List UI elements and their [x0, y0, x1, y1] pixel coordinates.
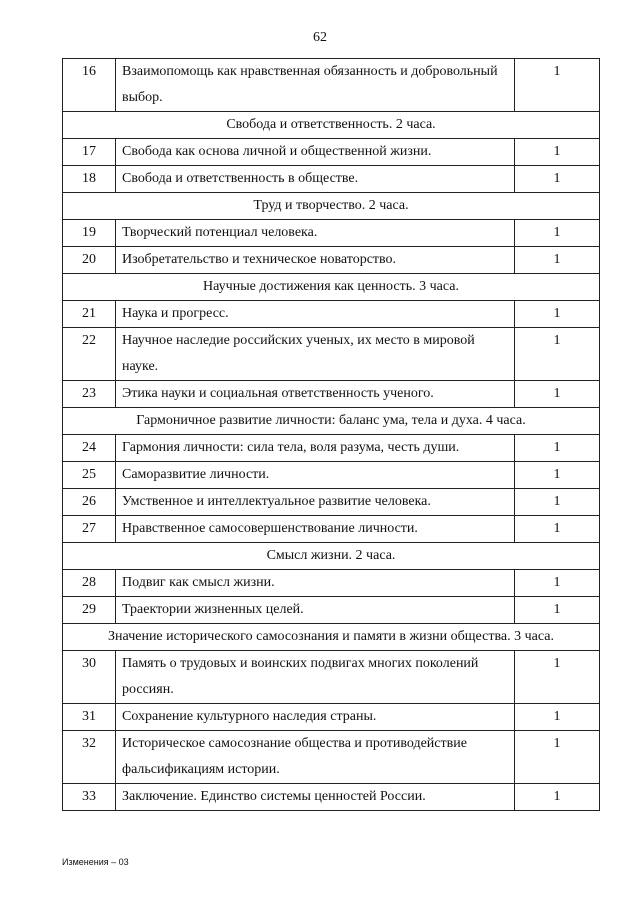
lesson-hours: 1	[515, 462, 600, 489]
lesson-topic: Подвиг как смысл жизни.	[116, 570, 515, 597]
lesson-number: 20	[63, 247, 116, 274]
lesson-topic: Наука и прогресс.	[116, 301, 515, 328]
lesson-number: 17	[63, 139, 116, 166]
lesson-topic: Свобода как основа личной и общественной жизни.	[116, 139, 515, 166]
table-row	[63, 220, 600, 247]
section-header-row	[63, 543, 600, 570]
lesson-number: 26	[63, 489, 116, 516]
lesson-number: 21	[63, 301, 116, 328]
lesson-hours: 1	[515, 704, 600, 731]
table-row	[63, 166, 600, 193]
table-row	[63, 597, 600, 624]
table-body	[63, 59, 600, 811]
lesson-hours: 1	[515, 328, 600, 381]
lesson-hours: 1	[515, 139, 600, 166]
lesson-number: 16	[63, 59, 116, 112]
lesson-number: 19	[63, 220, 116, 247]
lesson-hours: 1	[515, 489, 600, 516]
lesson-topic: Саморазвитие личности.	[116, 462, 515, 489]
lesson-topic: Научное наследие российских ученых, их место в мировой науке.	[116, 328, 515, 381]
lesson-number: 22	[63, 328, 116, 381]
table-row	[63, 704, 600, 731]
lesson-topic: Нравственное самосовершенствование личности.	[116, 516, 515, 543]
lesson-number: 31	[63, 704, 116, 731]
lesson-number: 29	[63, 597, 116, 624]
section-header-row	[63, 112, 600, 139]
lesson-number: 25	[63, 462, 116, 489]
lesson-topic: Взаимопомощь как нравственная обязанность и добровольный выбор.	[116, 59, 515, 112]
section-header-row	[63, 408, 600, 435]
lesson-number: 27	[63, 516, 116, 543]
section-header-row	[63, 193, 600, 220]
table-row	[63, 381, 600, 408]
lesson-number: 24	[63, 435, 116, 462]
lesson-topic: Свобода и ответственность в обществе.	[116, 166, 515, 193]
table-row	[63, 59, 600, 112]
table-row	[63, 139, 600, 166]
table-row	[63, 489, 600, 516]
lesson-topic: Умственное и интеллектуальное развитие человека.	[116, 489, 515, 516]
lesson-hours: 1	[515, 59, 600, 112]
table-row	[63, 301, 600, 328]
lesson-hours: 1	[515, 516, 600, 543]
lesson-number: 30	[63, 651, 116, 704]
section-header-row	[63, 274, 600, 301]
lesson-hours: 1	[515, 784, 600, 811]
lesson-number: 33	[63, 784, 116, 811]
section-header-row	[63, 624, 600, 651]
table-row	[63, 435, 600, 462]
lesson-hours: 1	[515, 166, 600, 193]
lesson-topic: Этика науки и социальная ответственность ученого.	[116, 381, 515, 408]
lesson-topic: Изобретательство и техническое новаторство.	[116, 247, 515, 274]
section-title: Свобода и ответственность. 2 часа.	[63, 112, 600, 139]
lesson-topic: Траектории жизненных целей.	[116, 597, 515, 624]
lesson-topic: Историческое самосознание общества и противодействие фальсификациям истории.	[116, 731, 515, 784]
table-row	[63, 247, 600, 274]
table-row	[63, 462, 600, 489]
lesson-topic: Память о трудовых и воинских подвигах многих поколений россиян.	[116, 651, 515, 704]
section-title: Значение исторического самосознания и памяти в жизни общества. 3 часа.	[63, 624, 600, 651]
lesson-topic: Заключение. Единство системы ценностей России.	[116, 784, 515, 811]
lesson-hours: 1	[515, 220, 600, 247]
lesson-hours: 1	[515, 597, 600, 624]
section-title: Научные достижения как ценность. 3 часа.	[63, 274, 600, 301]
lesson-hours: 1	[515, 651, 600, 704]
lesson-hours: 1	[515, 301, 600, 328]
lesson-hours: 1	[515, 570, 600, 597]
curriculum-table	[62, 58, 600, 811]
lesson-hours: 1	[515, 381, 600, 408]
table-row	[63, 570, 600, 597]
lesson-number: 28	[63, 570, 116, 597]
lesson-number: 23	[63, 381, 116, 408]
table-row	[63, 328, 600, 381]
lesson-number: 32	[63, 731, 116, 784]
section-title: Труд и творчество. 2 часа.	[63, 193, 600, 220]
lesson-topic: Творческий потенциал человека.	[116, 220, 515, 247]
lesson-topic: Сохранение культурного наследия страны.	[116, 704, 515, 731]
table-row	[63, 731, 600, 784]
lesson-number: 18	[63, 166, 116, 193]
section-title: Гармоничное развитие личности: баланс ума, тела и духа. 4 часа.	[63, 408, 600, 435]
lesson-topic: Гармония личности: сила тела, воля разума, честь души.	[116, 435, 515, 462]
table-row	[63, 784, 600, 811]
lesson-hours: 1	[515, 247, 600, 274]
table-row	[63, 516, 600, 543]
section-title: Смысл жизни. 2 часа.	[63, 543, 600, 570]
lesson-hours: 1	[515, 731, 600, 784]
lesson-hours: 1	[515, 435, 600, 462]
table-row	[63, 651, 600, 704]
page-number: 62	[313, 30, 327, 45]
footer-note: Изменения – 03	[62, 857, 129, 867]
